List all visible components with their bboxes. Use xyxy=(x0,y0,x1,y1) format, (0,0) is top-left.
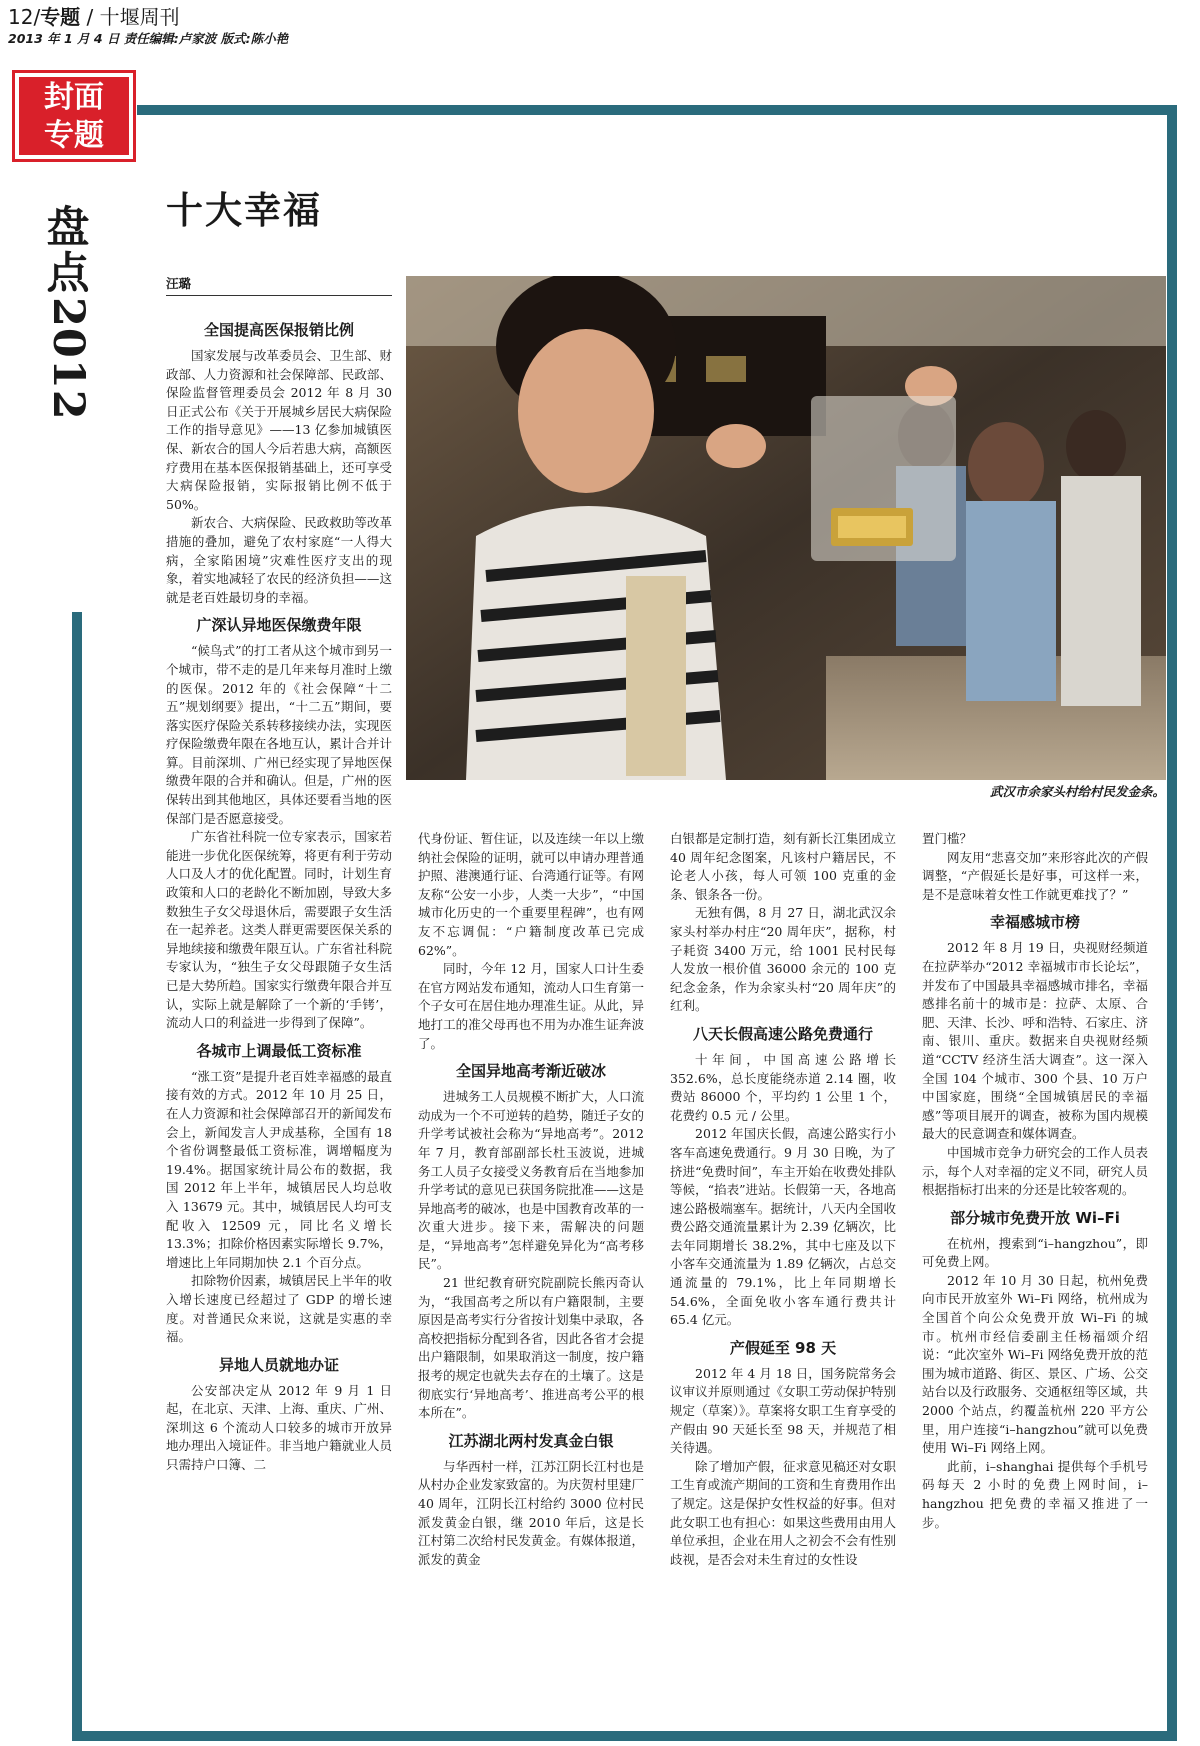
paragraph: 无独有偶，8 月 27 日，湖北武汉余家头村举办村庄“20 周年庆”，据称，村子耗资 3400 万元，给 1001 民村民每人发放一根价值 36000 余元的 100 克纪念金条，作为余家头村“20 周年庆”的红利。 xyxy=(670,905,896,1014)
section-heading: 幸福感城市榜 xyxy=(989,913,1080,932)
section-heading: 异地人员就地办证 xyxy=(218,1355,339,1374)
paragraph: 进城务工人员规模不断扩大，人口流动成为一个不可逆转的趋势，随迁子女的升学考试被社会称为“异地高考”。2012 年 7 月，教育部副部长杜玉波说，进城务工人员子女接受义务教育后在当地参加升学考试的意见已获国务院批准——这是异地高考的破冰，也是中国教育改革的一次重大进步。接下来，需解决的问题是，“异地高考”怎样避免异化为“高考移民”。 xyxy=(418,1089,644,1272)
section-heading: 部分城市免费开放 Wi–Fi xyxy=(950,1208,1120,1227)
paragraph: 置门槛？ xyxy=(922,831,973,846)
frame-bottom-bar xyxy=(72,1731,1177,1741)
vertical-title-year: 2012 xyxy=(43,297,93,421)
paragraph: “涨工资”是提升老百姓幸福感的最直接有效的方式。2012 年 10 月 25 日，在人力资源和社会保障部召开的新闻发布会上，新闻发言人尹成基称，全国有 18 个省份调整最低工资标准，调增幅度为 19.4%。据国家统计局公布的数据，我国 2012 年上半年，城镇居民人均总收入 13679 元。其中，城镇居民人均可支配收入 12509 元，同比名义增长 13.3%；扣除价格因素实际增长 9.7%，增速比上年同期加快 2.1 个百分点。 xyxy=(166,1068,392,1270)
section-name: 专题 xyxy=(40,5,81,29)
section-heading: 广深认异地医保缴费年限 xyxy=(196,616,362,635)
section-heading: 全国异地高考渐近破冰 xyxy=(455,1062,606,1081)
paragraph: 与华西村一样，江苏江阴长江村也是从村办企业发家致富的。为庆贺村里建厂 40 周年，江阴长江村给约 3000 位村民派发黄金白银，继 2010 年后，这是长江村第二次给村民发黄金。有媒体报道，派发的黄金 xyxy=(418,1458,644,1567)
paragraph: 2012 年 4 月 18 日，国务院常务会议审议并原则通过《女职工劳动保护特别规定（草案）》。草案将女职工生育享受的产假由 90 天延长至 98 天，并规范了相关待遇。 xyxy=(670,1365,896,1456)
paragraph: 扣除物价因素，城镇居民上半年的收入增长速度已经超过了 GDP 的增长速度。对普通民众来说，这就是实惠的幸福。 xyxy=(166,1273,392,1345)
date-editor-line: 2013 年 1 月 4 日 责任编辑:卢家波 版式:陈小艳 xyxy=(8,31,289,46)
paragraph: 同时，今年 12 月，国家人口计生委在官方网站发布通知，流动人口生育第一个子女可在居住地办理准生证。从此，异地打工的准父母再也不用为办准生证奔波了。 xyxy=(418,961,644,1051)
section-heading: 八天长假高速公路免费通行 xyxy=(692,1024,873,1043)
paragraph: 新农合、大病保险、民政救助等改革措施的叠加，避免了农村家庭“一人得大病，全家陷困境”灾难性医疗支出的现象，着实地减轻了农民的经济负担——这就是老百姓最切身的幸福。 xyxy=(166,515,392,605)
frame-top-bar xyxy=(137,105,1177,115)
frame-right-bar xyxy=(1167,105,1177,1741)
vertical-title-char-1: 盘 xyxy=(46,203,90,253)
text-column-1 xyxy=(166,312,392,1475)
photo-caption: 武汉市余家头村给村民发金条。 xyxy=(989,784,1165,799)
paragraph: 2012 年 8 月 19 日，央视财经频道在拉萨举办“2012 幸福城市市长论坛”，并发布了中国最具幸福感城市排名，幸福感排名前十的城市是：拉萨、太原、合肥、天津、长沙、呼和浩特、石家庄、济南、银川、重庆。数据来自央视财经频道“CCTV 经济生活大调查”。这一深入全国 104 个城市、300 个县、10 万户中国家庭，围绕“全国城镇居民的幸福感”等项目展开的调查，被称为国内规模最大的民意调查和媒体调查。 xyxy=(922,940,1148,1142)
header-line xyxy=(8,4,1188,30)
text-column-4 xyxy=(922,830,1148,1532)
page-header xyxy=(8,4,1188,47)
paragraph: 2012 年国庆长假，高速公路实行小客车高速免费通行。9 月 30 日晚，为了挤进“免费时间”，车主开始在收费处排队等候，“掐表”进站。长假第一天，各地高速公路极端塞车。据统计，八天内全国收费公路交通流量累计为 2.39 亿辆次，比去年同期增长 38.2%，其中七座及以下小客车交通流量为 1.89 亿辆次，占总交通流量的 79.1%，比上年同期增长 54.6%，全面免收小客车通行费共计 65.4 亿元。 xyxy=(670,1126,896,1328)
section-heading: 江苏湖北两村发真金白银 xyxy=(448,1431,614,1450)
author-byline: 汪璐 xyxy=(166,274,392,296)
paragraph: 国家发展与改革委员会、卫生部、财政部、人力资源和社会保障部、民政部、保险监督管理委员会 2012 年 8 月 30 日正式公布《关于开展城乡居民大病保险工作的指导意见》——13 亿参加城镇医保、新农合的国人今后若患大病，高额医疗费用在基本医保报销基础上，还可享受大病保险报销，实际报销比例不低于 50%。 xyxy=(166,348,392,512)
paragraph: 此前，i–shanghai 提供每个手机号码每天 2 小时的免费上网时间，i–hangzhou 把免费的幸福又推进了一步。 xyxy=(922,1458,1148,1530)
text-column-2 xyxy=(418,830,644,1569)
frame-left-bar xyxy=(72,612,82,1741)
stamp-line-2: 专题 xyxy=(44,118,104,153)
header-separator: / xyxy=(86,5,94,29)
photo-illustration xyxy=(406,276,1166,780)
paragraph: 广东省社科院一位专家表示，国家若能进一步优化医保统筹，将更有利于劳动人口及人才的优化配置。同时，计划生育政策和人口的老龄化不断加剧，导致大多数独生子女父母退休后，需要跟子女生活在一起养老。这类人群更需要医保关系的异地续接和缴费年限互认。广东省社科院专家认为，“独生子女父母跟随子女生活已是大势所趋。国家实行缴费年限合并互认，实际上就是解除了一个新的‘手铐’，流动人口的利益进一步得到了保障”。 xyxy=(166,829,392,1031)
vertical-title-char-2: 点 xyxy=(46,249,90,299)
article-title: 十大幸福 xyxy=(166,189,322,232)
paragraph: 21 世纪教育研究院副院长熊丙奇认为，“我国高考之所以有户籍限制，主要原因是高考实行分省按计划集中录取，各高校把指标分配到各省，因此各省才会提出户籍限制，如果取消这一制度，按户籍报考的规定也就失去存在的土壤了。这是彻底实行‘异地高考’、推进高考公平的根本所在”。 xyxy=(418,1275,644,1421)
paragraph: 公安部决定从 2012 年 9 月 1 日起，在北京、天津、上海、重庆、广州、深圳这 6 个流动人口较多的城市开放异地办理出入境证件。非当地户籍就业人员只需持户口簿、二 xyxy=(166,1382,392,1473)
paper-name: 十堰周刊 xyxy=(99,5,180,29)
paragraph: 网友用“悲喜交加”来形容此次的产假调整，“产假延长是好事，可这样一来，是不是意味着女性工作就更难找了？” xyxy=(922,849,1148,902)
paragraph: 2012 年 10 月 30 日起，杭州免费向市民开放室外 Wi–Fi 网络，杭州成为全国首个向公众免费开放 Wi–Fi 的城市。杭州市经信委副主任杨福颂介绍说：“此次室外 Wi–Fi 网络免费开放的范围为城市道路、街区、景区、广场、公交站台以及行政服务、交通枢纽等区域，共 2000 个站点，约覆盖杭州 220 平方公里，用户连接“i–hangzhou”就可以免费使用 Wi–Fi 网络上网。 xyxy=(922,1272,1148,1456)
vertical-title xyxy=(44,205,92,421)
page-number: 12/ xyxy=(8,5,41,29)
section-heading: 产假延至 98 天 xyxy=(729,1338,837,1357)
section-heading: 各城市上调最低工资标准 xyxy=(196,1041,362,1060)
section-heading: 全国提高医保报销比例 xyxy=(203,321,354,339)
news-photo xyxy=(406,276,1166,780)
cover-topic-stamp xyxy=(12,70,136,162)
text-column-3 xyxy=(670,830,896,1569)
paragraph: 十年间，中国高速公路增长 352.6%，总长度能绕赤道 2.14 圈，收费站 86000 个，平均约 1 公里 1 个，花费约 0.5 元 / 公里。 xyxy=(670,1051,896,1123)
paragraph: “候鸟式”的打工者从这个城市到另一个城市，带不走的是几年来每月准时上缴的医保。2012 年的《社会保障“十二五”规划纲要》提出，“十二五”期间，要落实医疗保险关系转移接续办法，实现医疗保险缴费年限在各地互认，累计合并计算。目前深圳、广州已经实现了异地医保缴费年限的合并和确认。但是，广州的医保转出到其他地区，具体还要看当地的医保部门是否愿意接受。 xyxy=(166,643,392,826)
paragraph: 中国城市竞争力研究会的工作人员表示，每个人对幸福的定义不同，研究人员根据指标打出来的分还是比较客观的。 xyxy=(922,1144,1148,1198)
paragraph: 代身份证、暂住证，以及连续一年以上缴纳社会保险的证明，就可以申请办理普通护照、港澳通行证、台湾通行证等。有网友称“公安一小步，人类一大步”，“中国城市化历史的一个重要里程碑”，也有网友不忘调侃：“户籍制度改革已完成 62%”。 xyxy=(418,831,644,958)
paragraph: 白银都是定制打造，刻有新长江集团成立 40 周年纪念图案，凡该村户籍居民，不论老人小孩，每人可领 100 克重的金条、银条各一份。 xyxy=(670,831,896,902)
stamp-line-1: 封面 xyxy=(44,80,104,115)
paragraph: 除了增加产假，征求意见稿还对女职工生育或流产期间的工资和生育费用作出了规定。这是保护女性权益的好事。但对此女职工也有担心：如果这些费用由用人单位承担，企业在用人之初会不会有性别歧视，是否会对未生育过的女性设 xyxy=(670,1458,896,1567)
paragraph: 在杭州，搜索到“i–hangzhou”，即可免费上网。 xyxy=(922,1235,1148,1270)
